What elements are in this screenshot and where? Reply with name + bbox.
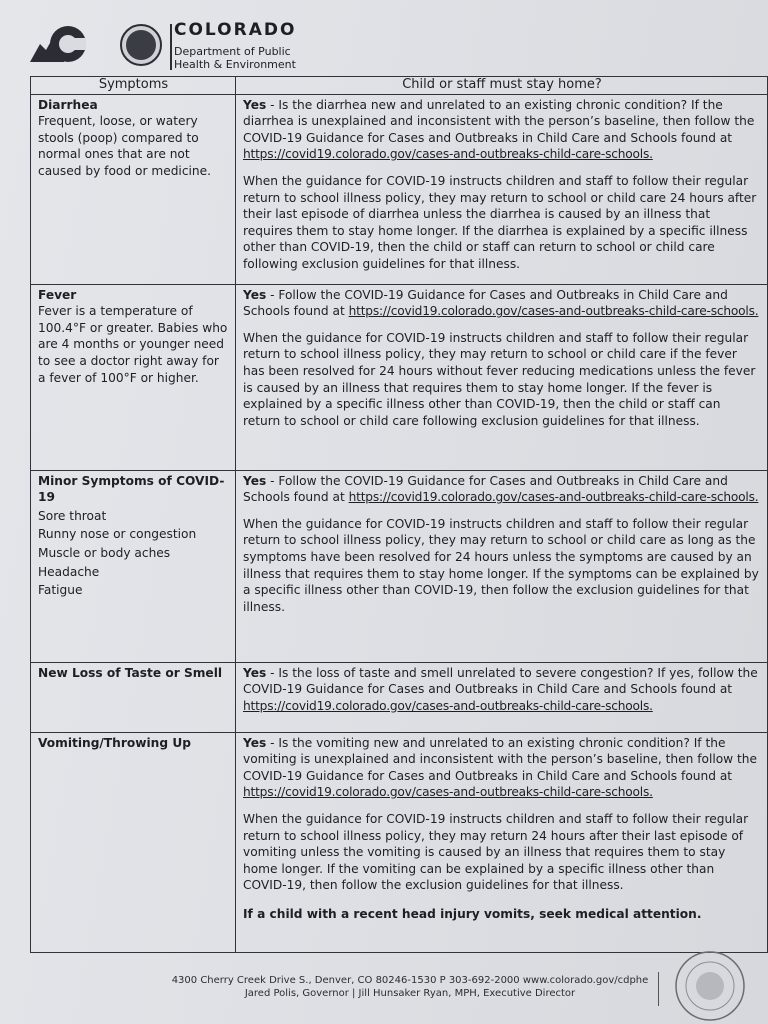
symptom-title: New Loss of Taste or Smell bbox=[38, 665, 223, 680]
yes-label: Yes bbox=[243, 735, 267, 750]
guidance-cell bbox=[236, 470, 768, 662]
head-injury-note: If a child with a recent head injury vomits, seek medical attention. bbox=[243, 906, 702, 921]
list-item: Headache bbox=[38, 564, 100, 579]
table-row-vomiting bbox=[31, 732, 768, 952]
guidance-cell bbox=[236, 732, 768, 952]
return-policy-text: When the guidance for COVID-19 instructs children and staff to follow their regular return to school illness policy, they may return to school or child care if the fever has been resolved for 24 hours without fever reducing medications unless the fever is caused by an illness that requires them to stay home longer. If the fever is explained by a specific illness other than COVID-19, then the child or staff can return to school or child care following exclusion guidelines for that illness. bbox=[243, 330, 756, 428]
guidance-cell bbox=[236, 94, 768, 284]
yes-label: Yes bbox=[243, 97, 267, 112]
column-header-symptoms: Symptoms bbox=[31, 77, 236, 95]
list-item: Runny nose or congestion bbox=[38, 527, 197, 542]
department-name: Department of Public Health & Environment bbox=[174, 45, 296, 71]
symptom-cell bbox=[31, 662, 236, 732]
symptom-cell bbox=[31, 94, 236, 284]
guidance-text: - Follow the COVID-19 Guidance for Cases and Outbreaks in Child Care and Schools found at bbox=[243, 287, 728, 319]
table-header-row bbox=[31, 77, 768, 95]
yes-label: Yes bbox=[243, 473, 267, 488]
footer-divider bbox=[658, 972, 659, 1006]
return-policy-text: When the guidance for COVID-19 instructs children and staff to follow their regular return to school illness policy, they may return to school or child care 24 hours after their last episode of diarrhea unless the diarrhea is caused by an illness that requires them to stay home longer. If the diarrhea is explained by a specific illness other than COVID-19, then the child or staff can return to school or child care following exclusion guidelines for that illness. bbox=[243, 173, 757, 271]
guidance-text: - Follow the COVID-19 Guidance for Cases and Outbreaks in Child Care and Schools found at bbox=[243, 473, 728, 505]
table-row-diarrhea bbox=[31, 94, 768, 284]
footer-address: 4300 Cherry Creek Drive S., Denver, CO 80246-1530 P 303-692-2000 www.colorado.gov/cdphe bbox=[171, 975, 649, 986]
list-item: Muscle or body aches bbox=[38, 545, 171, 560]
table-row-fever bbox=[31, 284, 768, 470]
colorado-c-logo-icon bbox=[30, 22, 86, 66]
guidance-text: - Is the loss of taste and smell unrelated to severe congestion? If yes, follow the COVID-19 Guidance for Cases and Outbreaks in Child Care and Schools found at bbox=[243, 665, 758, 697]
guidance-link[interactable]: https://covid19.colorado.gov/cases-and-outbreaks-child-care-schools. bbox=[243, 698, 653, 713]
footer-officials: Jared Polis, Governor | Jill Hunsaker Ryan, MPH, Executive Director bbox=[244, 988, 576, 999]
yes-label: Yes bbox=[243, 665, 267, 680]
symptom-description: Fever is a temperature of 100.4°F or greater. Babies who are 4 months or younger need to see a doctor right away for a fever of 100°F or higher. bbox=[38, 304, 228, 385]
symptom-cell bbox=[31, 284, 236, 470]
guidance-text: - Is the vomiting new and unrelated to an existing chronic condition? If the vomiting is unexplained and inconsistent with the person’s baseline, then follow the COVID-19 Guidance for Cases and Outbreaks in Child Care and Schools found at bbox=[243, 735, 758, 783]
symptom-title: Fever bbox=[38, 287, 77, 302]
symptom-title: Vomiting/Throwing Up bbox=[38, 735, 191, 750]
yes-label: Yes bbox=[243, 287, 267, 302]
state-seal-icon bbox=[672, 948, 748, 1024]
guidance-text: - Is the diarrhea new and unrelated to an existing chronic condition? If the diarrhea is unexplained and inconsistent with the person’s baseline, then follow the COVID-19 Guidance for Cases and Outbreaks in Child Care and Schools found at bbox=[243, 97, 755, 145]
footer bbox=[160, 974, 660, 1000]
guidance-link[interactable]: https://covid19.colorado.gov/cases-and-outbreaks-child-care-schools. bbox=[243, 785, 653, 800]
guidance-link[interactable]: https://covid19.colorado.gov/cases-and-outbreaks-child-care-schools. bbox=[348, 304, 759, 319]
guidance-link[interactable]: https://covid19.colorado.gov/cases-and-outbreaks-child-care-schools. bbox=[243, 147, 653, 162]
symptom-title: Minor Symptoms of COVID-19 bbox=[38, 473, 225, 505]
symptom-cell bbox=[31, 470, 236, 662]
symptom-description: Frequent, loose, or watery stools (poop) compared to normal ones that are not caused by food or medicine. bbox=[38, 114, 212, 178]
column-header-stay-home: Child or staff must stay home? bbox=[236, 77, 768, 95]
list-item: Sore throat bbox=[38, 508, 107, 523]
guidance-cell bbox=[236, 284, 768, 470]
guidance-cell bbox=[236, 662, 768, 732]
letterhead-divider bbox=[170, 24, 172, 70]
table-row-loss-of-taste bbox=[31, 662, 768, 732]
return-policy-text: When the guidance for COVID-19 instructs children and staff to follow their regular return to school illness policy, they may return 24 hours after their last episode of vomiting unless the vomiting is caused by an illness that requires them to stay home longer. If the vomiting can be explained by a specific illness other than COVID-19, then follow the exclusion guidelines for that illness. bbox=[243, 811, 749, 893]
list-item: Fatigue bbox=[38, 583, 83, 598]
table-row-minor-symptoms bbox=[31, 470, 768, 662]
symptom-title: Diarrhea bbox=[38, 97, 98, 112]
return-policy-text: When the guidance for COVID-19 instructs children and staff to follow their regular return to school illness policy, they may return to school or child care as long as the symptoms have been resolved for 24 hours unless the symptoms are caused by an illness that requires them to stay home longer. If the symptoms can be explained by a specific illness other than COVID-19, then follow the exclusion guidelines for that illness. bbox=[243, 516, 759, 614]
cdphe-seal-icon bbox=[120, 24, 162, 66]
symptom-cell bbox=[31, 732, 236, 952]
guidance-link[interactable]: https://covid19.colorado.gov/cases-and-outbreaks-child-care-schools. bbox=[348, 490, 759, 505]
state-name: COLORADO bbox=[174, 20, 297, 40]
symptoms-table bbox=[30, 76, 768, 953]
letterhead bbox=[30, 18, 430, 74]
